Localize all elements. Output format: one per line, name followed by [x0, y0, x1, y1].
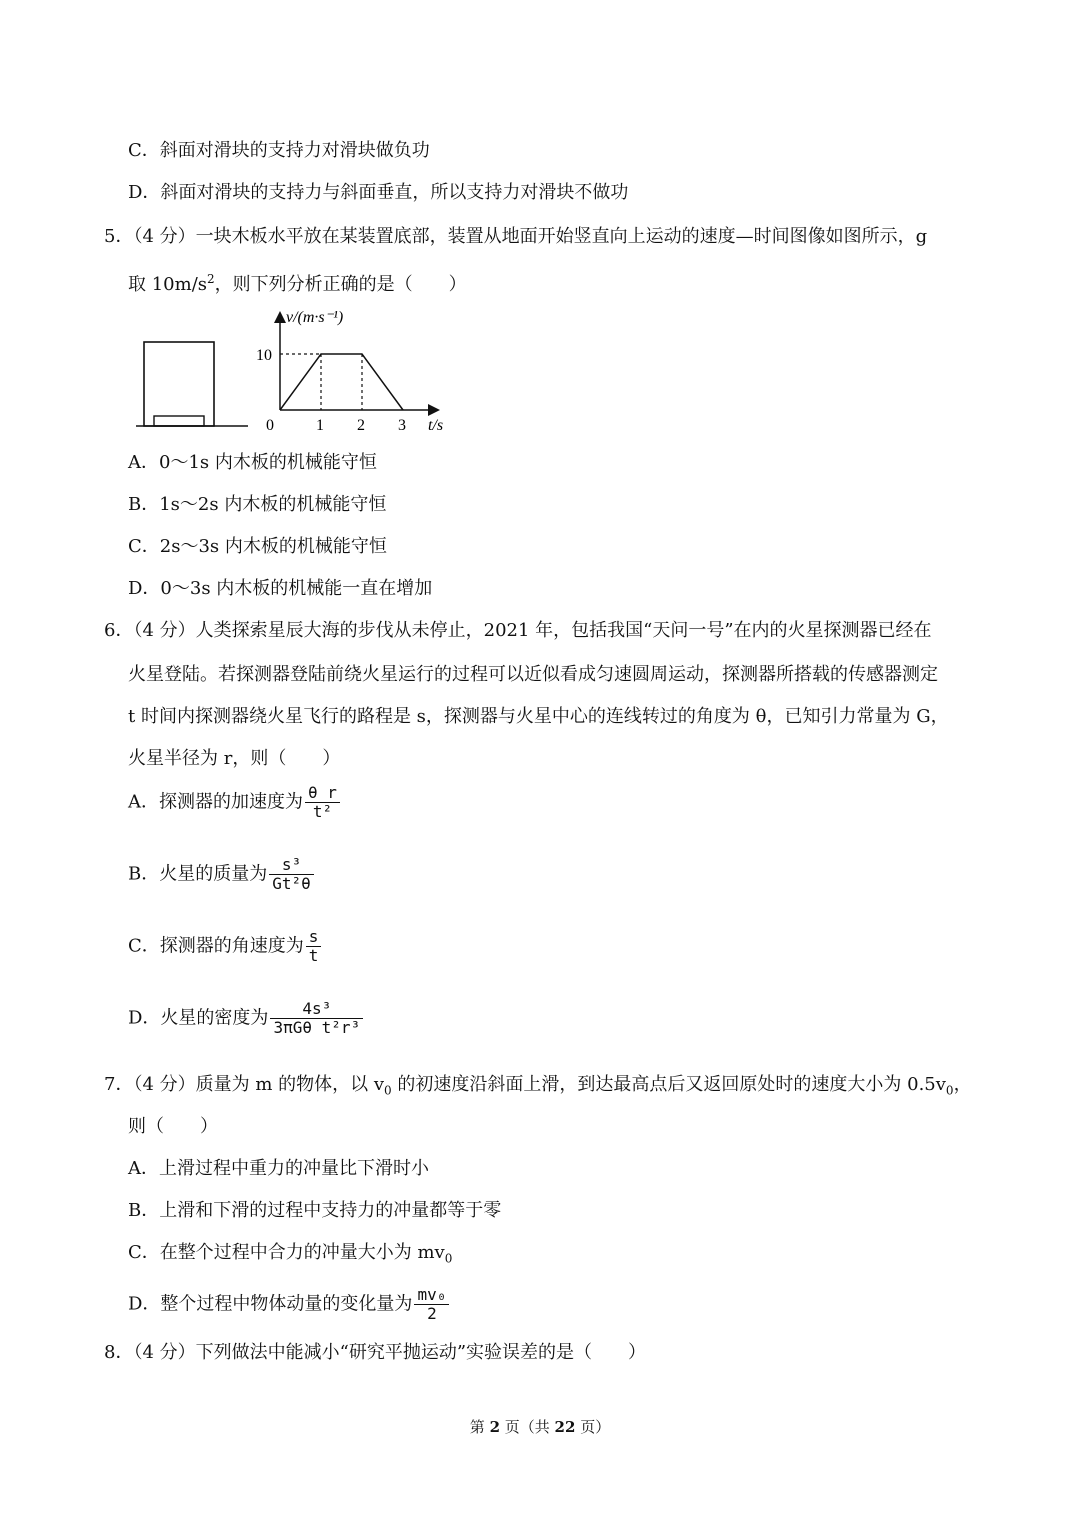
q6-stem-line2: 火星登陆。若探测器登陆前绕火星运行的过程可以近似看成匀速圆周运动，探测器所搭载的传感器测定: [128, 664, 938, 685]
q7-option-c: [128, 1240, 452, 1272]
x-axis-label: t/s: [428, 417, 444, 434]
q5-option-c: C．2s～3s 内木板的机械能守恒: [128, 536, 387, 557]
q6-option-a-text: A．探测器的加速度为: [128, 791, 303, 813]
q8-stem-line1: 8．（4 分）下列做法中能减小“研究平抛运动”实验误差的是（ ）: [104, 1342, 647, 1363]
q6-option-d-fraction: [270, 1000, 363, 1037]
x-tick-label: 3: [398, 417, 406, 434]
x-tick-label: 0: [266, 417, 274, 434]
velocity-time-chart: [252, 300, 452, 440]
fraction-denominator: 2: [427, 1304, 437, 1323]
q6-option-c: [128, 928, 321, 965]
q6-option-c-text: C．探测器的角速度为: [128, 935, 304, 957]
q6-option-a: [128, 784, 340, 821]
q5-stem-line2: [128, 266, 467, 298]
q5-option-b: B．1s～2s 内木板的机械能守恒: [128, 494, 387, 515]
q7-stem-line2: 则（ ）: [128, 1116, 218, 1137]
q6-option-d-text: D．火星的密度为: [128, 1007, 269, 1029]
footer-page-number: 2: [489, 1418, 500, 1436]
q6-option-c-fraction: [306, 928, 322, 965]
q7-stem-a: 7．（4 分）质量为 m 的物体，以 v: [104, 1074, 385, 1095]
q6-stem-line3: t 时间内探测器绕火星飞行的路程是 s，探测器与火星中心的连线转过的角度为 θ，已知引力常量为 G，: [128, 706, 949, 727]
q7-option-d-text: D．整个过程中物体动量的变化量为: [128, 1293, 413, 1315]
y-tick-label: 10: [256, 347, 272, 364]
q6-stem-line1: 6．（4 分）人类探索星辰大海的步伐从未停止，2021 年，包括我国“天问一号”在内的火星探测器已经在: [104, 620, 932, 641]
q7-option-a: A．上滑过程中重力的冲量比下滑时小: [128, 1158, 429, 1179]
velocity-series-line: [280, 354, 403, 410]
fraction-denominator: t: [308, 946, 319, 965]
q4-option-c: C．斜面对滑块的支持力对滑块做负功: [128, 140, 430, 161]
fraction-denominator: Gt²θ: [272, 874, 311, 893]
q4-option-d: D．斜面对滑块的支持力与斜面垂直，所以支持力对滑块不做功: [128, 182, 629, 203]
q7-stem-c: ，: [953, 1074, 972, 1095]
q6-stem-line4: 火星半径为 r，则（ ）: [128, 748, 341, 769]
fraction-numerator: s: [306, 928, 322, 947]
x-tick-label: 1: [316, 417, 324, 434]
q5-option-a: A．0～1s 内木板的机械能守恒: [128, 452, 377, 473]
q6-option-a-fraction: [305, 784, 340, 821]
fraction-numerator: θ r: [305, 784, 340, 803]
q6-option-d: [128, 1000, 363, 1037]
q7-option-b: B．上滑和下滑的过程中支持力的冲量都等于零: [128, 1200, 502, 1221]
fraction-numerator: 4s³: [270, 1000, 363, 1019]
fraction-denominator: 3πGθ t²r³: [273, 1018, 361, 1037]
fraction-denominator: t²: [312, 802, 333, 821]
page-footer: [0, 1416, 1080, 1437]
device-box: [144, 342, 214, 426]
wooden-board: [154, 416, 204, 426]
q5-stem-sup: 2: [207, 272, 215, 286]
footer-mid: 页（共: [500, 1418, 555, 1436]
q7-stem-line1: [104, 1072, 972, 1104]
q6-option-b: [128, 856, 314, 893]
footer-prefix: 第: [469, 1418, 490, 1436]
q7-sub-2: 0: [945, 1083, 954, 1098]
q7-option-c-text: C．在整个过程中合力的冲量大小为 mv: [128, 1242, 445, 1263]
y-axis-label: v/(m·s⁻¹): [286, 309, 344, 326]
q5-stem-line1: 5．（4 分）一块木板水平放在某装置底部，装置从地面开始竖直向上运动的速度—时间图像如图所示，g: [104, 226, 928, 247]
q7-sub-1: 0: [384, 1083, 392, 1098]
q6-option-b-fraction: [269, 856, 314, 893]
q5-stem-line2-b: ，则下列分析正确的是（ ）: [214, 274, 467, 295]
x-tick-label: 2: [357, 417, 365, 434]
footer-suffix: 页）: [575, 1418, 611, 1436]
q7-stem-b: 的初速度沿斜面上滑，到达最高点后又返回原处时的速度大小为 0.5v: [391, 1074, 946, 1095]
q7-option-c-sub: 0: [444, 1251, 453, 1266]
q5-option-d: D．0～3s 内木板的机械能一直在增加: [128, 578, 433, 599]
q7-option-d-fraction: [414, 1286, 449, 1323]
footer-total-pages: 22: [554, 1418, 576, 1436]
device-box-figure: [136, 336, 248, 432]
fraction-numerator: s³: [269, 856, 314, 875]
fraction-numerator: mv₀: [414, 1286, 449, 1305]
q5-stem-line2-a: 取 10m/s: [128, 274, 207, 295]
q7-option-d: [128, 1286, 449, 1323]
q6-option-b-text: B．火星的质量为: [128, 863, 268, 885]
